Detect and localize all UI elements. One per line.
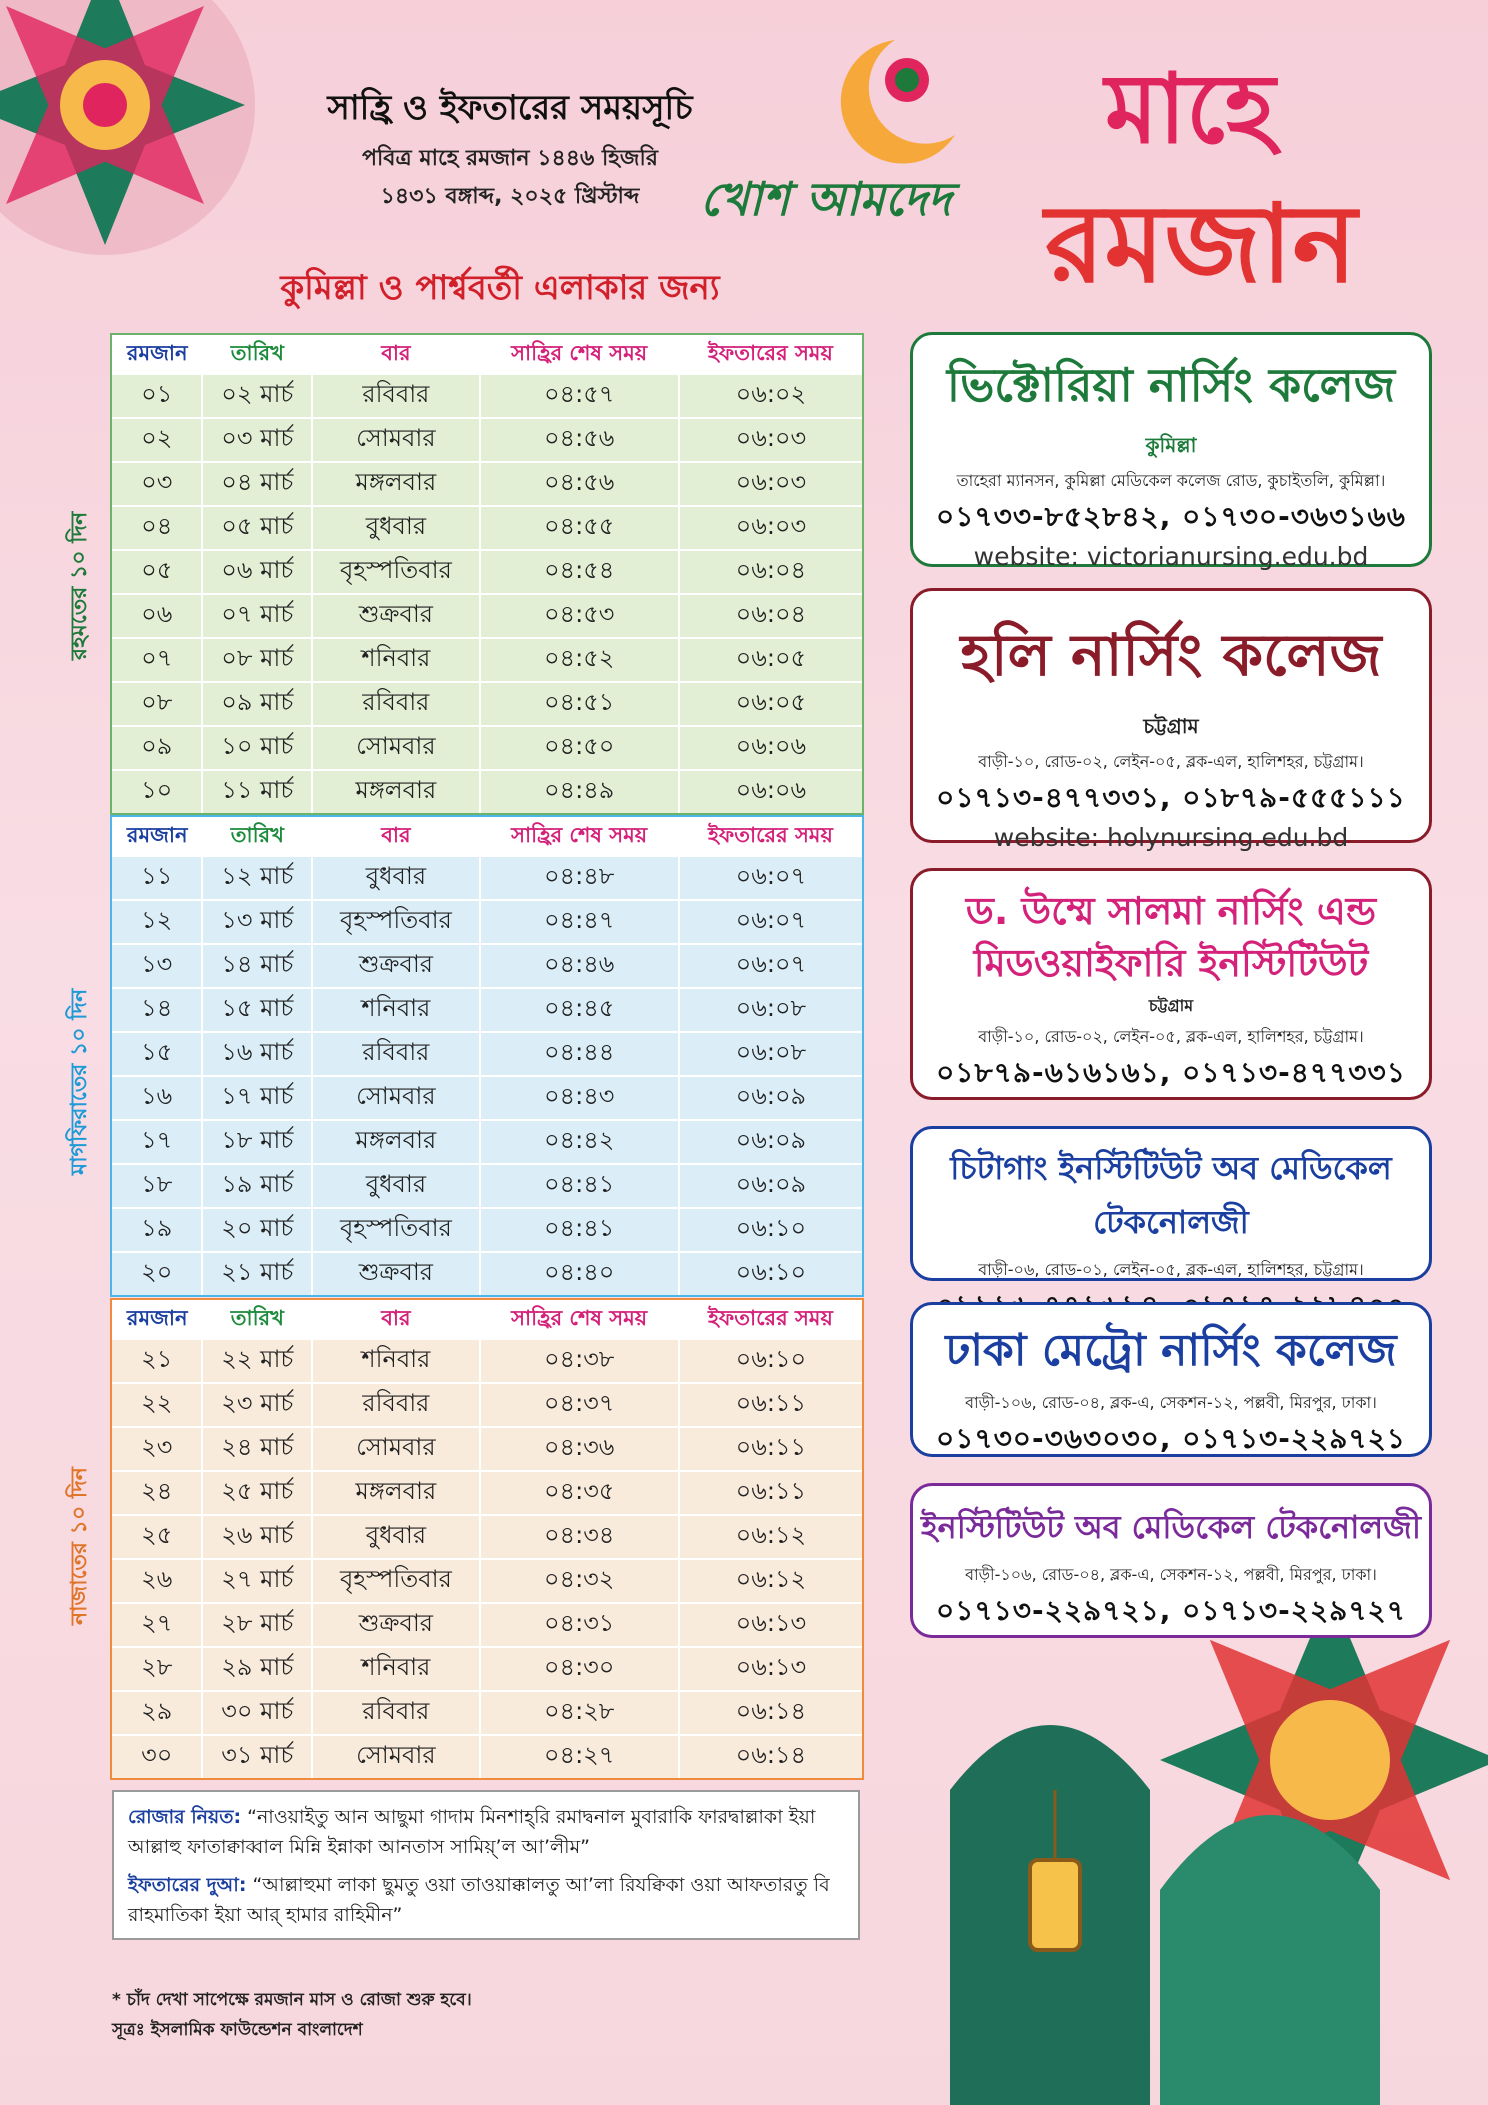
sehri-time-cell: ০৪:৫৫ xyxy=(480,506,679,550)
table-row xyxy=(112,1383,862,1427)
iftar-dua-paragraph xyxy=(128,1870,844,1930)
group-label-1: রহমতের ১০ দিন xyxy=(67,511,92,660)
group-label-2: মাগফিরাতের ১০ দিন xyxy=(67,988,92,1175)
ramzan-day-cell: ২২ xyxy=(112,1383,202,1427)
niyat-text: “নাওয়াইতু আন আছুমা গাদাম মিনশাহ্‌রি রমাদ্বনাল মুবারাকি ফারদ্বাল্লাকা ইয়া আল্লাহু ফাতাক্বাব্বাল মিন্নি ইন্নাকা আনতাস সামিয়্‌’ল আ’লীম” xyxy=(128,1806,816,1858)
sehri-time-cell: ০৪:৪৭ xyxy=(480,900,679,944)
weekday-cell: বুধবার xyxy=(312,1164,479,1208)
weekday-cell: সোমবার xyxy=(312,726,479,770)
ad-holy-nursing xyxy=(910,588,1432,852)
sehri-time-cell: ০৪:৩৭ xyxy=(480,1383,679,1427)
weekday-cell: সোমবার xyxy=(312,418,479,462)
ad-phone: ০১৮৭৯-৬১৬১৬১, ০১৭১৩-৪৭৭৩৩১ xyxy=(936,1056,1406,1089)
hijri-year: পবিত্র মাহে রমজান ১৪৪৬ হিজরি xyxy=(362,146,658,171)
ramzan-day-cell: ০৭ xyxy=(112,638,202,682)
table-row xyxy=(112,1164,862,1208)
ramzan-day-cell: ১৯ xyxy=(112,1208,202,1252)
sehri-time-cell: ০৪:৩১ xyxy=(480,1603,679,1647)
ramzan-day-cell: ১৭ xyxy=(112,1120,202,1164)
dua-box xyxy=(112,1790,860,1940)
ramzan-day-cell: ১২ xyxy=(112,900,202,944)
col-sehri: সাহ্রির শেষ সময় xyxy=(511,822,648,847)
weekday-cell: বুধবার xyxy=(312,1515,479,1559)
col-day: বার xyxy=(381,1305,411,1330)
col-ramzan: রমজান xyxy=(126,822,188,847)
sehri-time-cell: ০৪:৪২ xyxy=(480,1120,679,1164)
ramzan-title: রমজান xyxy=(1045,182,1357,307)
weekday-cell: মঙ্গলবার xyxy=(312,1471,479,1515)
sehri-time-cell: ০৪:৩৬ xyxy=(480,1427,679,1471)
date-cell: ২৮ মার্চ xyxy=(202,1603,312,1647)
iftar-time-cell: ০৬:০৬ xyxy=(679,726,862,770)
iftar-time-cell: ০৬:০৮ xyxy=(679,988,862,1032)
table-row xyxy=(112,900,862,944)
col-iftar: ইফতারের সময় xyxy=(707,822,833,847)
iftar-time-cell: ০৬:১০ xyxy=(679,1208,862,1252)
date-cell: ১৪ মার্চ xyxy=(202,944,312,988)
ad-city: চট্টগ্রাম xyxy=(1148,996,1194,1015)
date-cell: ১৮ মার্চ xyxy=(202,1120,312,1164)
weekday-cell: সোমবার xyxy=(312,1427,479,1471)
iftar-time-cell: ০৬:১০ xyxy=(679,1252,862,1295)
iftar-time-cell: ০৬:০৭ xyxy=(679,900,862,944)
date-cell: ১৫ মার্চ xyxy=(202,988,312,1032)
weekday-cell: রবিবার xyxy=(312,1691,479,1735)
ad-address: বাড়ী-১০, রোড-০২, লেইন-০৫, ব্লক-এল, হালিশহর, চট্টগ্রাম। xyxy=(978,752,1364,771)
ad-name: হলি নার্সিং কলেজ xyxy=(960,621,1382,689)
sehri-time-cell: ০৪:৪৫ xyxy=(480,988,679,1032)
ad-name: ঢাকা মেট্রো নার্সিং কলেজ xyxy=(945,1325,1397,1376)
iftar-time-cell: ০৬:০৮ xyxy=(679,1032,862,1076)
ad-address: তাহেরা ম্যানসন, কুমিল্লা মেডিকেল কলেজ রোড, কুচাইতলি, কুমিল্লা। xyxy=(956,471,1386,490)
date-cell: ১৯ মার্চ xyxy=(202,1164,312,1208)
table-row xyxy=(112,1252,862,1295)
sehri-time-cell: ০৪:৩৫ xyxy=(480,1471,679,1515)
weekday-cell: রবিবার xyxy=(312,1032,479,1076)
ad-phone: ০১৭৩০-৩৬৩০৩০, ০১৭১৩-২২৯৭২১ xyxy=(936,1422,1406,1455)
iftar-time-cell: ০৬:১১ xyxy=(679,1383,862,1427)
ramzan-day-cell: ১৫ xyxy=(112,1032,202,1076)
ad-website[interactable]: website: holynursing.edu.bd xyxy=(993,823,1349,852)
group-label-3: নাজাতের ১০ দিন xyxy=(67,1467,92,1625)
ramzan-day-cell: ২১ xyxy=(112,1339,202,1383)
ad-chittagong-imt xyxy=(910,1126,1432,1281)
sehri-time-cell: ০৪:৪৯ xyxy=(480,770,679,813)
ramzan-day-cell: ০১ xyxy=(112,374,202,418)
iftar-time-cell: ০৬:০৪ xyxy=(679,594,862,638)
weekday-cell: বুধবার xyxy=(312,506,479,550)
weekday-cell: মঙ্গলবার xyxy=(312,462,479,506)
ad-website[interactable]: website: victorianursing.edu.bd xyxy=(973,542,1369,571)
iftar-time-cell: ০৬:০৯ xyxy=(679,1120,862,1164)
niyat-paragraph xyxy=(128,1802,844,1862)
sehri-time-cell: ০৪:৫৩ xyxy=(480,594,679,638)
sehri-time-cell: ০৪:৪০ xyxy=(480,1252,679,1295)
table-row xyxy=(112,462,862,506)
table-row xyxy=(112,1208,862,1252)
ornament-top-left xyxy=(0,0,270,270)
table-row xyxy=(112,1515,862,1559)
col-date: তারিখ xyxy=(230,1305,284,1330)
ad-address: বাড়ী-১০৬, রোড-০৪, ব্লক-এ, সেকশন-১২, পল্লবী, মিরপুর, ঢাকা। xyxy=(965,1393,1377,1412)
ad-address: বাড়ী-১০, রোড-০২, লেইন-০৫, ব্লক-এল, হালিশহর, চট্টগ্রাম। xyxy=(978,1027,1364,1046)
mahe-title: মাহে xyxy=(1105,53,1276,165)
ornament-bottom-right xyxy=(860,1560,1488,2105)
date-cell: ২৩ মার্চ xyxy=(202,1383,312,1427)
col-ramzan: রমজান xyxy=(126,1305,188,1330)
schedule-table-3 xyxy=(110,1298,864,1780)
iftar-time-cell: ০৬:১৪ xyxy=(679,1691,862,1735)
iftar-time-cell: ০৬:১২ xyxy=(679,1559,862,1603)
ad-address: বাড়ী-১০৬, রোড-০৪, ব্লক-এ, সেকশন-১২, পল্লবী, মিরপুর, ঢাকা। xyxy=(965,1565,1377,1584)
ad-ummey-salma xyxy=(910,868,1432,1100)
ramzan-day-cell: ০২ xyxy=(112,418,202,462)
iftar-time-cell: ০৬:১১ xyxy=(679,1471,862,1515)
iftar-time-cell: ০৬:১০ xyxy=(679,1339,862,1383)
ad-city: কুমিল্লা xyxy=(1145,433,1197,457)
table-row xyxy=(112,550,862,594)
date-cell: ২০ মার্চ xyxy=(202,1208,312,1252)
weekday-cell: রবিবার xyxy=(312,1383,479,1427)
sehri-time-cell: ০৪:৫৬ xyxy=(480,462,679,506)
iftar-time-cell: ০৬:১৩ xyxy=(679,1603,862,1647)
sehri-time-cell: ০৪:৫৭ xyxy=(480,374,679,418)
ramzan-day-cell: ১১ xyxy=(112,856,202,900)
sehri-time-cell: ০৪:৫১ xyxy=(480,682,679,726)
date-cell: ০২ মার্চ xyxy=(202,374,312,418)
iftar-dua-text: “আল্লাহুমা লাকা ছুমতু ওয়া তাওয়াক্কালতু আ’লা রিযক্বিকা ওয়া আফতারতু বি রাহমাতিকা ইয়া আর্‌ হামার রাহিমীন” xyxy=(128,1874,830,1926)
ramzan-day-cell: ২৪ xyxy=(112,1471,202,1515)
sehri-time-cell: ০৪:৪৬ xyxy=(480,944,679,988)
table-row xyxy=(112,856,862,900)
date-cell: ১৭ মার্চ xyxy=(202,1076,312,1120)
date-cell: ১১ মার্চ xyxy=(202,770,312,813)
date-cell: ০৩ মার্চ xyxy=(202,418,312,462)
col-day: বার xyxy=(381,340,411,365)
ramzan-day-cell: ০৫ xyxy=(112,550,202,594)
col-sehri: সাহ্রির শেষ সময় xyxy=(511,1305,648,1330)
source-note: সূত্রঃ ইসলামিক ফাউন্ডেশন বাংলাদেশ xyxy=(112,2020,363,2040)
schedule-table-1 xyxy=(110,333,864,815)
date-cell: ১৩ মার্চ xyxy=(202,900,312,944)
iftar-time-cell: ০৬:১১ xyxy=(679,1427,862,1471)
iftar-time-cell: ০৬:০৩ xyxy=(679,506,862,550)
table-row xyxy=(112,1471,862,1515)
moon-note: * চাঁদ দেখা সাপেক্ষে রমজান মাস ও রোজা শুরু হবে। xyxy=(112,1990,472,2010)
ad-dhaka-metro xyxy=(910,1302,1432,1457)
iftar-time-cell: ০৬:১৩ xyxy=(679,1647,862,1691)
date-cell: ০৪ মার্চ xyxy=(202,462,312,506)
date-cell: ০৮ মার্চ xyxy=(202,638,312,682)
ad-name: ইনস্টিটিউট অব মেডিকেল টেকনোলজী xyxy=(920,1508,1422,1546)
ad-phone: ০১৭৩৩-৮৫২৮৪২, ০১৭৩০-৩৬৩১৬৬ xyxy=(936,500,1406,533)
weekday-cell: বৃহস্পতিবার xyxy=(312,1208,479,1252)
table-row xyxy=(112,1559,862,1603)
col-iftar: ইফতারের সময় xyxy=(707,1305,833,1330)
weekday-cell: সোমবার xyxy=(312,1735,479,1778)
iftar-time-cell: ০৬:০৩ xyxy=(679,462,862,506)
table-row xyxy=(112,1603,862,1647)
date-cell: ২৭ মার্চ xyxy=(202,1559,312,1603)
ramzan-day-cell: ০৬ xyxy=(112,594,202,638)
ad-imt xyxy=(910,1483,1432,1638)
weekday-cell: সোমবার xyxy=(312,1076,479,1120)
weekday-cell: বুধবার xyxy=(312,856,479,900)
greeting-text: খোশ আমদেদ xyxy=(700,172,952,226)
date-cell: ২৬ মার্চ xyxy=(202,1515,312,1559)
weekday-cell: শনিবার xyxy=(312,1339,479,1383)
date-cell: ০৬ মার্চ xyxy=(202,550,312,594)
weekday-cell: বৃহস্পতিবার xyxy=(312,550,479,594)
ramzan-day-cell: ১০ xyxy=(112,770,202,813)
ramzan-day-cell: ১৬ xyxy=(112,1076,202,1120)
col-date: তারিখ xyxy=(230,340,284,365)
date-cell: ২২ মার্চ xyxy=(202,1339,312,1383)
table-row xyxy=(112,1032,862,1076)
col-day: বার xyxy=(381,822,411,847)
date-cell: ১৬ মার্চ xyxy=(202,1032,312,1076)
table-row xyxy=(112,682,862,726)
iftar-time-cell: ০৬:১৪ xyxy=(679,1735,862,1778)
sehri-time-cell: ০৪:৩৮ xyxy=(480,1339,679,1383)
sehri-time-cell: ০৪:২৮ xyxy=(480,1691,679,1735)
ramzan-day-cell: ২৮ xyxy=(112,1647,202,1691)
date-cell: ২৯ মার্চ xyxy=(202,1647,312,1691)
iftar-time-cell: ০৬:০৫ xyxy=(679,638,862,682)
date-cell: ৩০ মার্চ xyxy=(202,1691,312,1735)
date-cell: ১২ মার্চ xyxy=(202,856,312,900)
iftar-time-cell: ০৬:০২ xyxy=(679,374,862,418)
ramzan-day-cell: ২৬ xyxy=(112,1559,202,1603)
weekday-cell: শুক্রবার xyxy=(312,1252,479,1295)
sehri-time-cell: ০৪:৩৪ xyxy=(480,1515,679,1559)
table-row xyxy=(112,418,862,462)
ramzan-day-cell: ১৩ xyxy=(112,944,202,988)
date-cell: ০৯ মার্চ xyxy=(202,682,312,726)
ramzan-day-cell: ০৮ xyxy=(112,682,202,726)
iftar-time-cell: ০৬:০৬ xyxy=(679,770,862,813)
iftar-time-cell: ০৬:০৭ xyxy=(679,856,862,900)
ad-address: বাড়ী-০৬, রোড-০১, লেইন-০৫, ব্লক-এল, হালিশহর, চট্টগ্রাম। xyxy=(978,1260,1364,1279)
date-cell: ৩১ মার্চ xyxy=(202,1735,312,1778)
sehri-time-cell: ০৪:৫৬ xyxy=(480,418,679,462)
ramzan-day-cell: ২৩ xyxy=(112,1427,202,1471)
table-row xyxy=(112,988,862,1032)
area-title: কুমিল্লা ও পার্শ্ববর্তী এলাকার জন্য xyxy=(280,268,720,308)
sehri-time-cell: ০৪:৪১ xyxy=(480,1164,679,1208)
weekday-cell: বৃহস্পতিবার xyxy=(312,1559,479,1603)
schedule-subtitle xyxy=(250,140,770,216)
ad-city: চট্টগ্রাম xyxy=(1143,714,1199,738)
schedule-title: সাহ্রি ও ইফতারের সময়সূচি xyxy=(327,88,693,128)
table-row xyxy=(112,374,862,418)
iftar-dua-label: ইফতারের দুআ: xyxy=(128,1874,247,1896)
weekday-cell: রবিবার xyxy=(312,682,479,726)
date-cell: ২৫ মার্চ xyxy=(202,1471,312,1515)
col-date: তারিখ xyxy=(230,822,284,847)
table-row xyxy=(112,1076,862,1120)
date-cell: ২৪ মার্চ xyxy=(202,1427,312,1471)
col-iftar: ইফতারের সময় xyxy=(707,340,833,365)
iftar-time-cell: ০৬:১২ xyxy=(679,1515,862,1559)
moon-logo xyxy=(815,25,965,175)
date-cell: ০৭ মার্চ xyxy=(202,594,312,638)
ramzan-day-cell: ২০ xyxy=(112,1252,202,1295)
table-row xyxy=(112,944,862,988)
sehri-time-cell: ০৪:৫২ xyxy=(480,638,679,682)
col-sehri: সাহ্রির শেষ সময় xyxy=(511,340,648,365)
weekday-cell: শুক্রবার xyxy=(312,944,479,988)
weekday-cell: শনিবার xyxy=(312,1647,479,1691)
ad-victoria-nursing xyxy=(910,332,1432,571)
sehri-time-cell: ০৪:৪৮ xyxy=(480,856,679,900)
iftar-time-cell: ০৬:০৭ xyxy=(679,944,862,988)
iftar-time-cell: ০৬:০৫ xyxy=(679,682,862,726)
ad-name: ভিক্টোরিয়া নার্সিং কলেজ xyxy=(946,358,1396,412)
ramzan-day-cell: ২৯ xyxy=(112,1691,202,1735)
ramzan-day-cell: ০৩ xyxy=(112,462,202,506)
table-row xyxy=(112,1691,862,1735)
col-ramzan: রমজান xyxy=(126,340,188,365)
date-cell: ১০ মার্চ xyxy=(202,726,312,770)
sehri-time-cell: ০৪:৪১ xyxy=(480,1208,679,1252)
schedule-table-2 xyxy=(110,815,864,1297)
weekday-cell: শনিবার xyxy=(312,988,479,1032)
date-cell: ২১ মার্চ xyxy=(202,1252,312,1295)
sehri-time-cell: ০৪:৩২ xyxy=(480,1559,679,1603)
sehri-time-cell: ০৪:২৭ xyxy=(480,1735,679,1778)
table-row xyxy=(112,1339,862,1383)
ad-phone: ০১৭১৩-৪৭৭৩৩১, ০১৮৭৯-৫৫৫১১১ xyxy=(936,781,1406,814)
ramzan-day-cell: ০৯ xyxy=(112,726,202,770)
iftar-time-cell: ০৬:০৩ xyxy=(679,418,862,462)
table-row xyxy=(112,594,862,638)
sehri-time-cell: ০৪:৫০ xyxy=(480,726,679,770)
table-row xyxy=(112,506,862,550)
table-row xyxy=(112,1427,862,1471)
ramzan-day-cell: ১৮ xyxy=(112,1164,202,1208)
date-cell: ০৫ মার্চ xyxy=(202,506,312,550)
weekday-cell: শনিবার xyxy=(312,638,479,682)
iftar-time-cell: ০৬:০৯ xyxy=(679,1164,862,1208)
bangla-year: ১৪৩১ বঙ্গাব্দ, ২০২৫ খ্রিস্টাব্দ xyxy=(380,184,640,209)
iftar-time-cell: ০৬:০৪ xyxy=(679,550,862,594)
table-row xyxy=(112,770,862,813)
weekday-cell: রবিবার xyxy=(312,374,479,418)
ramzan-day-cell: ২৭ xyxy=(112,1603,202,1647)
table-row xyxy=(112,726,862,770)
sehri-time-cell: ০৪:৩০ xyxy=(480,1647,679,1691)
sehri-time-cell: ০৪:৪৩ xyxy=(480,1076,679,1120)
table-row xyxy=(112,1647,862,1691)
weekday-cell: মঙ্গলবার xyxy=(312,1120,479,1164)
table-row xyxy=(112,1120,862,1164)
ramzan-day-cell: ৩০ xyxy=(112,1735,202,1778)
weekday-cell: বৃহস্পতিবার xyxy=(312,900,479,944)
weekday-cell: শুক্রবার xyxy=(312,1603,479,1647)
sehri-time-cell: ০৪:৫৪ xyxy=(480,550,679,594)
niyat-label: রোজার নিয়ত: xyxy=(128,1806,242,1828)
sehri-time-cell: ০৪:৪৪ xyxy=(480,1032,679,1076)
ramzan-day-cell: ২৫ xyxy=(112,1515,202,1559)
ad-name: ড. উম্মে সালমা নার্সিং এন্ড মিডওয়াইফারি ইনস্টিটিউট xyxy=(965,889,1377,985)
ad-phone: ০১৭১৩-২২৯৭২১, ০১৭১৩-২২৯৭২৭ xyxy=(936,1594,1406,1627)
ad-name: চিটাগাং ইনস্টিটিউট অব মেডিকেল টেকনোলজী xyxy=(950,1149,1392,1241)
ramzan-day-cell: ১৪ xyxy=(112,988,202,1032)
table-row xyxy=(112,1735,862,1778)
footnotes xyxy=(112,1985,472,2045)
weekday-cell: মঙ্গলবার xyxy=(312,770,479,813)
iftar-time-cell: ০৬:০৯ xyxy=(679,1076,862,1120)
weekday-cell: শুক্রবার xyxy=(312,594,479,638)
table-row xyxy=(112,638,862,682)
ramzan-day-cell: ০৪ xyxy=(112,506,202,550)
